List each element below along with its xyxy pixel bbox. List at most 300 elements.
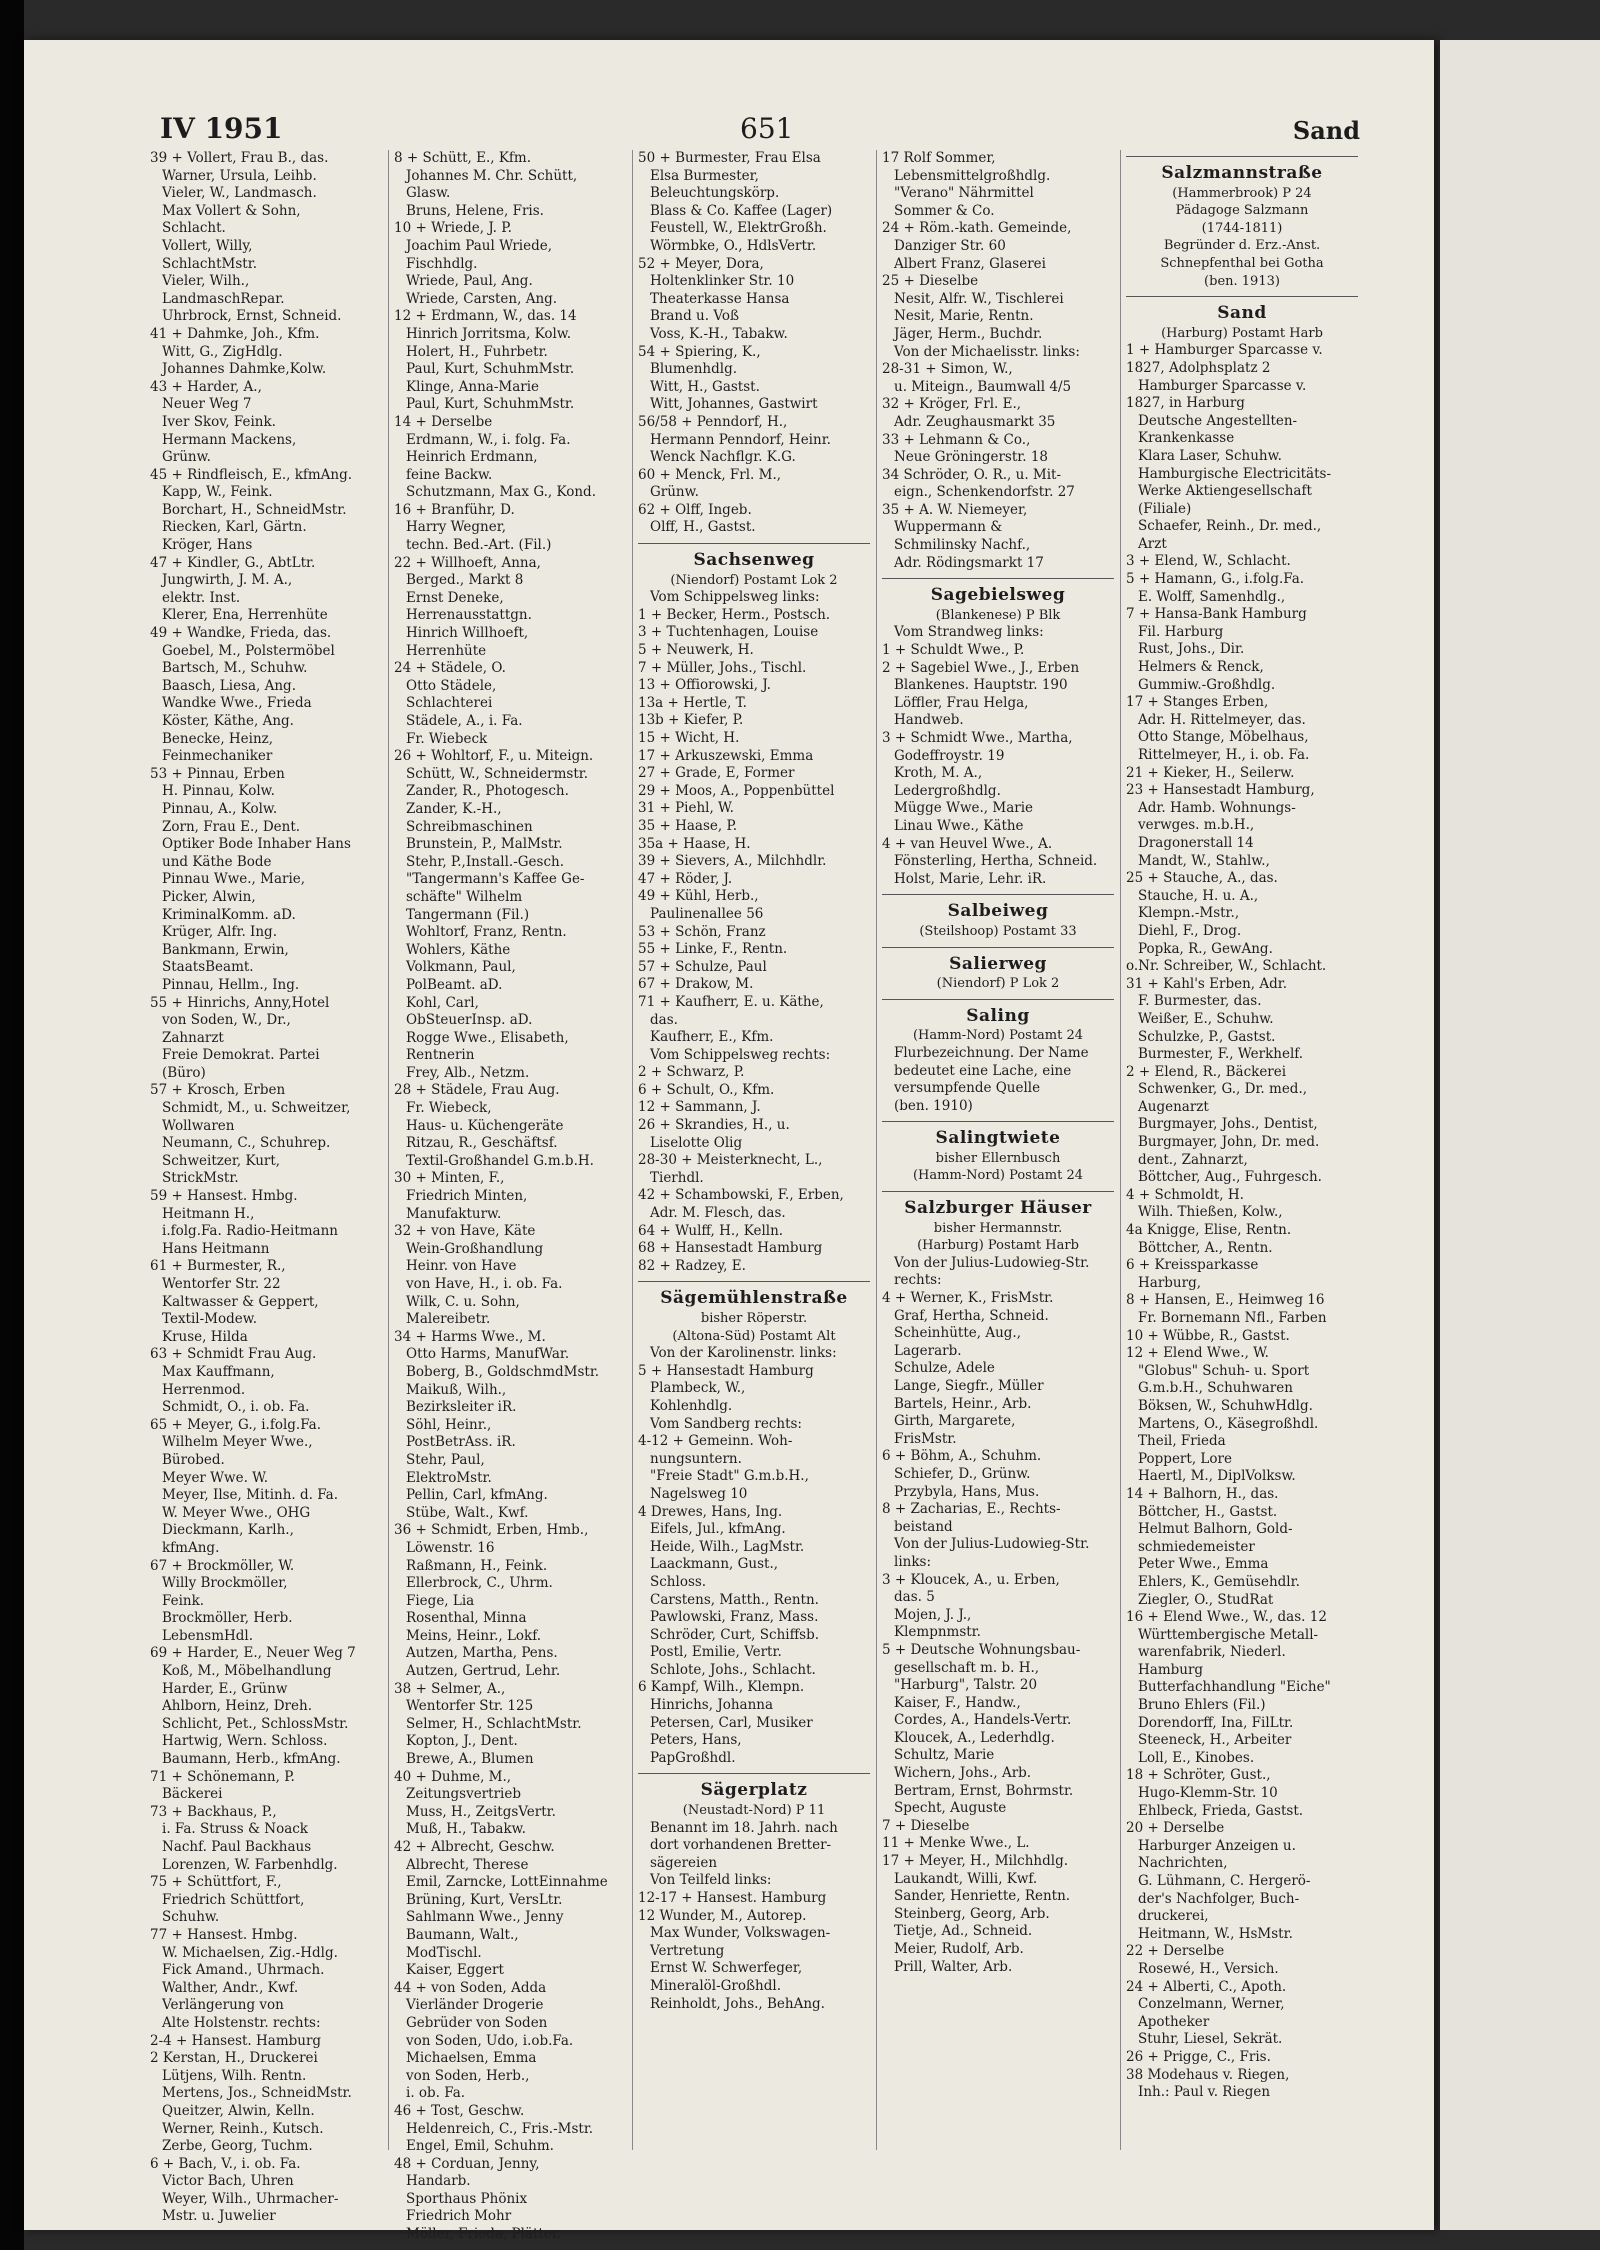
directory-entry: Böttcher, A., Rentn.	[1138, 1239, 1273, 1256]
directory-entry: Muss, H., ZeitgsVertr.	[406, 1803, 556, 1820]
directory-entry: nungsuntern.	[650, 1450, 742, 1467]
directory-entry: Schuhw.	[162, 1909, 220, 1926]
directory-entry: von Soden, W., Dr.,	[162, 1012, 291, 1029]
directory-entry: 53 + Pinnau, Erben	[150, 765, 285, 782]
directory-entry: Girth, Margarete,	[894, 1413, 1016, 1430]
directory-entry: 36 + Schmidt, Erben, Hmb.,	[394, 1522, 589, 1539]
directory-entry: Fischhdlg.	[406, 255, 478, 272]
directory-entry: Schloss.	[650, 1573, 707, 1590]
directory-entry: Holert, H., Fuhrbetr.	[406, 343, 548, 360]
directory-entry: versumpfende Quelle	[894, 1080, 1041, 1097]
directory-entry: Bartels, Heinr., Arb.	[894, 1395, 1032, 1412]
directory-entry: 55 + Linke, F., Rentn.	[638, 941, 788, 958]
directory-entry: Otto Harms, ManufWar.	[406, 1346, 570, 1363]
directory-entry: Fr. Wiebeck	[406, 730, 488, 747]
section-rule	[638, 1773, 870, 1774]
directory-entry: Wentorfer Str. 22	[162, 1276, 281, 1292]
directory-entry: Schlote, Johs., Schlacht.	[650, 1661, 816, 1678]
directory-entry: Iver Skov, Feink.	[162, 413, 276, 430]
directory-entry: (Filiale)	[1138, 500, 1192, 517]
directory-entry: 6 Kampf, Wilh., Klempn.	[638, 1679, 805, 1696]
street-subheading: (ben. 1913)	[1204, 273, 1280, 289]
directory-entry: Fick Amand., Uhrmach.	[162, 1962, 325, 1979]
directory-entry: 5 + Hamann, G., i.folg.Fa.	[1126, 571, 1305, 588]
directory-entry: 24 + Röm.-kath. Gemeinde,	[882, 220, 1072, 237]
directory-entry: Fr. Bornemann Nfl., Farben	[1138, 1310, 1327, 1326]
directory-entry: 29 + Moos, A., Poppenbüttel	[638, 782, 835, 799]
directory-entry: 4a Knigge, Elise, Rentn.	[1126, 1222, 1292, 1239]
directory-entry: SchlachtMstr.	[162, 255, 257, 272]
directory-entry: F. Burmester, das.	[1138, 993, 1262, 1010]
directory-entry: Blankenes. Hauptstr. 190	[894, 677, 1068, 694]
directory-entry: 32 + von Have, Käte	[394, 1223, 536, 1240]
directory-entry: Feustell, W., ElektrGroßh.	[650, 220, 827, 237]
section-rule	[882, 894, 1114, 895]
directory-entry: Malereibetr.	[406, 1311, 491, 1328]
directory-entry: Schlicht, Pet., SchlossMstr.	[162, 1715, 349, 1732]
directory-entry: 50 + Burmester, Frau Elsa	[638, 150, 821, 166]
directory-entry: Harder, E., Grünw	[162, 1680, 288, 1697]
directory-entry: Michaelsen, Emma	[406, 2050, 537, 2067]
directory-entry: W. Michaelsen, Zig.-Hdlg.	[162, 1944, 338, 1961]
directory-entry: Ritzau, R., Geschäftsf.	[406, 1135, 558, 1152]
directory-entry: Lorenzen, W. Farbenhdlg.	[162, 1856, 338, 1873]
directory-entry: Mügge Wwe., Marie	[894, 800, 1034, 817]
directory-entry: 49 + Wandke, Frieda, das.	[150, 625, 332, 642]
directory-entry: Borchart, H., SchneidMstr.	[162, 501, 347, 518]
section-rule	[638, 543, 870, 544]
directory-entry: Ellerbrock, C., Uhrm.	[406, 1575, 553, 1592]
directory-entry: 12-17 + Hansest. Hamburg	[638, 1890, 827, 1906]
directory-entry: Von der Julius-Ludowieg-Str.	[894, 1254, 1090, 1271]
street-subheading: (Harburg) Postamt Harb	[1161, 325, 1323, 341]
street-subheading: (Hamm-Nord) Postamt 24	[912, 1168, 1084, 1184]
directory-entry: Gebrüder von Soden	[406, 2014, 548, 2031]
directory-entry: Klempnmstr.	[894, 1624, 981, 1641]
directory-entry: Neue Gröningerstr. 18	[894, 449, 1049, 466]
directory-entry: Pinnau, A., Kolw.	[162, 800, 278, 817]
directory-entry: 55 + Hinrichs, Anny,Hotel	[150, 994, 330, 1011]
directory-entry: Fr. Wiebeck,	[406, 1100, 492, 1117]
directory-entry: 15 + Wicht, H.	[638, 730, 740, 746]
directory-entry: Pellin, Carl, kfmAng.	[406, 1487, 548, 1504]
directory-entry: 17 Rolf Sommer,	[882, 150, 996, 166]
directory-entry: 3 + Tuchtenhagen, Louise	[638, 624, 819, 641]
street-heading: Salzburger Häuser	[904, 1198, 1092, 1219]
directory-entry: 27 + Grade, E, Former	[638, 765, 795, 782]
directory-entry: Graf, Hertha, Schneid.	[894, 1307, 1049, 1324]
directory-entry: Verlängerung von	[162, 1997, 284, 2014]
directory-entry: Pinnau, Hellm., Ing.	[162, 976, 300, 993]
street-heading: Sand	[1217, 303, 1267, 324]
column-4	[882, 150, 1114, 2150]
street-heading: Saling	[966, 1005, 1030, 1026]
directory-entry: Holst, Marie, Lehr. iR.	[894, 870, 1047, 887]
directory-entry: Wohltorf, Franz, Rentn.	[406, 924, 567, 941]
directory-entry: Wollwaren	[162, 1117, 235, 1134]
directory-entry: 34 + Harms Wwe., M.	[394, 1328, 546, 1345]
directory-entry: Burgmayer, John, Dr. med.	[1138, 1134, 1320, 1151]
directory-entry: Schulze, Adele	[894, 1360, 995, 1377]
directory-entry: Steeneck, H., Arbeiter	[1138, 1732, 1292, 1749]
directory-entry: 39 + Sievers, A., Milchhdlr.	[638, 853, 827, 870]
directory-entry: 5 + Hansestadt Hamburg	[638, 1362, 814, 1379]
directory-entry: 6 + Bach, V., i. ob. Fa.	[150, 2155, 301, 2172]
street-heading: Sägemühlenstraße	[660, 1288, 848, 1309]
directory-entry: 33 + Lehmann & Co.,	[882, 431, 1031, 448]
directory-entry: 28-30 + Meisterknecht, L.,	[638, 1152, 823, 1169]
directory-entry: Butterfachhandlung "Eiche"	[1138, 1679, 1331, 1696]
directory-entry: Schreibmaschinen	[406, 818, 533, 835]
directory-entry: "Tangermann's Kaffee Ge-	[406, 871, 585, 888]
directory-entry: 44 + von Soden, Adda	[394, 1979, 547, 1996]
directory-entry: 67 + Brockmöller, W.	[150, 1557, 295, 1574]
directory-entry: Burgmayer, Johs., Dentist,	[1138, 1116, 1318, 1133]
directory-entry: Schmilinsky Nachf.,	[894, 537, 1031, 554]
directory-entry: 35a + Haase, H.	[638, 835, 751, 852]
directory-entry: 65 + Meyer, G., i.folg.Fa.	[150, 1416, 322, 1433]
directory-entry: Brewe, A., Blumen	[406, 1751, 534, 1768]
directory-entry: Paul, Kurt, SchuhmMstr.	[406, 396, 575, 413]
directory-entry: 16 + Branführ, D.	[394, 501, 515, 518]
directory-entry: Cordes, A., Handels-Vertr.	[894, 1712, 1072, 1729]
directory-entry: Flurbezeichnung. Der Name	[894, 1044, 1089, 1061]
directory-entry: FrisMstr.	[894, 1430, 957, 1447]
directory-entry: Willy Brockmöller,	[162, 1575, 288, 1592]
directory-entry: 16 + Elend Wwe., W., das. 12	[1126, 1609, 1327, 1626]
street-heading: Sachsenweg	[693, 550, 815, 571]
directory-entry: 4 Drewes, Hans, Ing.	[638, 1503, 783, 1520]
directory-entry: schäfte" Wilhelm	[406, 888, 523, 905]
directory-entry: Wriede, Carsten, Ang.	[406, 290, 558, 307]
directory-entry: Wenck Nachflgr. K.G.	[650, 449, 796, 466]
directory-entry: Schröder, Curt, Schiffsb.	[650, 1626, 820, 1643]
directory-entry: gesellschaft m. b. H.,	[894, 1659, 1040, 1676]
directory-entry: StaatsBeamt.	[162, 959, 254, 976]
directory-entry: (ben. 1910)	[894, 1097, 973, 1114]
directory-entry: Otto Städele,	[406, 677, 497, 694]
directory-entry: Herrenhüte	[406, 642, 487, 659]
directory-entry: Klerer, Ena, Herrenhüte	[162, 607, 328, 624]
directory-entry: 8 + Hansen, E., Heimweg 16	[1126, 1292, 1325, 1309]
directory-entry: Kroth, M. A.,	[894, 765, 983, 782]
directory-entry: Johannes M. Chr. Schütt,	[406, 167, 578, 184]
directory-entry: Przybyla, Hans, Mus.	[894, 1483, 1040, 1500]
directory-entry: Mstr. u. Juwelier	[162, 2208, 276, 2225]
directory-entry: 25 + Dieselbe	[882, 273, 979, 290]
directory-entry: Pawlowski, Franz, Mass.	[650, 1609, 819, 1626]
directory-entry: 4 + Werner, K., FrisMstr.	[882, 1290, 1054, 1307]
directory-entry: Prill, Walter, Arb.	[894, 1958, 1013, 1975]
directory-entry: Rosenthal, Minna	[406, 1610, 527, 1627]
directory-entry: 25 + Stauche, A., das.	[1126, 870, 1278, 887]
directory-entry: 42 + Schambowski, F., Erben,	[638, 1187, 844, 1204]
directory-entry: Nachf. Paul Backhaus	[162, 1839, 312, 1855]
directory-entry: Raßmann, H., Feink.	[406, 1557, 548, 1574]
directory-entry: Danziger Str. 60	[894, 237, 1006, 254]
directory-entry: elektr. Inst.	[162, 589, 241, 606]
directory-entry: ObSteuerInsp. aD.	[406, 1012, 533, 1029]
directory-entry: 53 + Schön, Franz	[638, 923, 766, 940]
directory-entry: Schutzmann, Max G., Kond.	[406, 484, 596, 501]
directory-entry: Autzen, Gertrud, Lehr.	[406, 1663, 561, 1680]
directory-entry: PostBetrAss. iR.	[406, 1434, 516, 1451]
directory-entry: (Büro)	[162, 1064, 206, 1081]
directory-entry: 42 + Albrecht, Geschw.	[394, 1839, 555, 1855]
directory-entry: Hartwig, Wern. Schloss.	[162, 1733, 328, 1750]
directory-entry: ElektroMstr.	[406, 1469, 492, 1486]
directory-entry: Brunstein, P., MalMstr.	[406, 836, 563, 853]
directory-entry: Adr. Zeughausmarkt 35	[894, 413, 1056, 430]
directory-entry: "Harburg", Talstr. 20	[894, 1677, 1038, 1694]
street-subheading: (Hammerbrook) P 24	[1172, 185, 1312, 201]
directory-entry: Ahlborn, Heinz, Dreh.	[162, 1698, 312, 1715]
directory-entry: Schlachterei	[406, 695, 493, 712]
directory-entry: 10 + Wriede, J. P.	[394, 220, 512, 237]
directory-entry: ModTischl.	[406, 1944, 482, 1961]
directory-entry: bedeutet eine Lache, eine	[894, 1062, 1072, 1079]
directory-entry: 14 + Derselbe	[394, 413, 493, 430]
directory-entry: Handweb.	[894, 712, 964, 729]
directory-entry: 57 + Krosch, Erben	[150, 1082, 286, 1099]
directory-entry: Vertretung	[650, 1942, 725, 1959]
street-heading: Salzmannstraße	[1161, 163, 1323, 183]
directory-entry: Heide, Wilh., LagMstr.	[650, 1538, 805, 1555]
directory-entry: 18 + Schröter, Gust.,	[1126, 1767, 1271, 1784]
directory-entry: 3 + Schmidt Wwe., Martha,	[882, 730, 1073, 746]
directory-entry: von Soden, Herb.,	[406, 2067, 530, 2084]
directory-entry: Stuhr, Liesel, Sekrät.	[1138, 2031, 1283, 2048]
directory-entry: Bruno Ehlers (Fil.)	[1138, 1697, 1266, 1714]
directory-entry: Rogge Wwe., Elisabeth,	[406, 1029, 569, 1046]
directory-entry: 35 + Haase, P.	[638, 817, 738, 834]
directory-entry: Weißer, E., Schuhw.	[1138, 1010, 1274, 1027]
page-number: 651	[740, 112, 794, 145]
directory-entry: 21 + Kieker, H., Seilerw.	[1126, 764, 1295, 781]
directory-entry: Helmers & Renck,	[1138, 659, 1264, 676]
directory-entry: Kaltwasser & Geppert,	[162, 1293, 319, 1310]
directory-entry: Grünw.	[650, 484, 699, 501]
directory-entry: rechts:	[894, 1272, 942, 1289]
directory-entry: Optiker Bode Inhaber Hans	[162, 836, 351, 853]
directory-entry: 3 + Kloucek, A., u. Erben,	[882, 1571, 1060, 1588]
directory-entry: E. Wolff, Samenhdlg.,	[1138, 588, 1286, 605]
directory-entry: Rust, Johs., Dir.	[1138, 641, 1245, 658]
directory-entry: 1 + Hamburger Sparcasse v.	[1126, 342, 1323, 359]
directory-entry: H. Pinnau, Kolw.	[162, 783, 275, 800]
directory-entry: Wilhelm Meyer Wwe.,	[162, 1434, 313, 1451]
directory-entry: Von Teilfeld links:	[650, 1872, 772, 1889]
directory-entry: Laackmann, Gust.,	[650, 1556, 779, 1573]
directory-entry: Gummiw.-Großhdlg.	[1138, 676, 1276, 693]
directory-entry: Kaufherr, E., Kfm.	[650, 1029, 774, 1046]
directory-entry: Ehlbeck, Frieda, Gastst.	[1138, 1802, 1304, 1819]
directory-entry: Friedrich Minten,	[406, 1188, 528, 1205]
directory-entry: Mertens, Jos., SchneidMstr.	[162, 2085, 352, 2102]
directory-entry: Paul, Kurt, SchuhmMstr.	[406, 361, 575, 378]
directory-entry: 62 + Olff, Ingeb.	[638, 501, 752, 518]
directory-entry: Mineralöl-Großhdl.	[650, 1977, 781, 1994]
directory-entry: Fiege, Lia	[406, 1592, 475, 1609]
directory-entry: 39 + Vollert, Frau B., das.	[150, 150, 329, 166]
directory-entry: Harburg,	[1138, 1274, 1201, 1291]
directory-entry: Ernst W. Schwerfeger,	[650, 1960, 803, 1977]
directory-entry: 54 + Spiering, K.,	[638, 343, 761, 360]
column-5	[1126, 150, 1358, 2150]
directory-entry: Mandt, W., Stahlw.,	[1138, 852, 1270, 869]
directory-entry: Kröger, Hans	[162, 537, 253, 554]
directory-entry: 67 + Drakow, M.	[638, 976, 754, 993]
directory-entry: 2 + Schwarz, P.	[638, 1064, 745, 1081]
directory-entry: Jungwirth, J. M. A.,	[162, 572, 293, 589]
directory-entry: Johannes Dahmke,Kolw.	[162, 361, 327, 378]
directory-entry: 47 + Kindler, G., AbtLtr.	[150, 554, 316, 571]
directory-entry: Zeitungsvertrieb	[406, 1786, 521, 1803]
directory-entry: Picker, Alwin,	[162, 888, 256, 905]
directory-entry: 52 + Meyer, Dora,	[638, 255, 764, 272]
directory-entry: Mojen, J. J.,	[894, 1606, 972, 1623]
directory-entry: Kruse, Hilda	[162, 1328, 248, 1345]
directory-entry: links:	[894, 1553, 931, 1570]
street-subheading: (Niendorf) Postamt Lok 2	[670, 572, 838, 588]
directory-entry: Petersen, Carl, Musiker	[650, 1714, 813, 1731]
directory-entry: Städele, A., i. Fa.	[406, 713, 523, 729]
directory-entry: Ledergroßhdlg.	[894, 782, 1001, 799]
street-heading: Salbeiweg	[947, 901, 1049, 922]
directory-entry: Bürobed.	[162, 1451, 225, 1468]
directory-entry: Max Vollert & Sohn,	[162, 202, 301, 219]
directory-entry: Handarb.	[406, 2173, 471, 2190]
directory-entry: Hinrich Jorritsma, Kolw.	[406, 325, 572, 342]
directory-entry: Meier, Rudolf, Arb.	[894, 1941, 1024, 1957]
directory-entry: 30 + Minten, F.,	[394, 1170, 505, 1187]
directory-entry: Freie Demokrat. Partei	[162, 1047, 320, 1064]
directory-entry: 28-31 + Simon, W.,	[882, 361, 1013, 378]
directory-entry: Diehl, F., Drog.	[1138, 922, 1242, 939]
directory-entry: 47 + Röder, J.	[638, 870, 733, 887]
directory-entry: Lange, Siegfr., Müller	[894, 1378, 1044, 1394]
volume-year: IV 1951	[160, 112, 283, 145]
directory-entry: Postl, Emilie, Vertr.	[650, 1644, 782, 1661]
directory-entry: 22 + Willhoeft, Anna,	[394, 554, 541, 571]
directory-entry: techn. Bed.-Art. (Fil.)	[406, 537, 552, 554]
directory-entry: Albrecht, Therese	[406, 1856, 529, 1873]
directory-entry: 59 + Hansest. Hmbg.	[150, 1188, 298, 1205]
directory-entry: Heinrich Erdmann,	[406, 449, 538, 466]
directory-entry: 24 + Städele, O.	[394, 660, 506, 677]
street-subheading: (Niendorf) P Lok 2	[936, 976, 1060, 992]
directory-entry: beistand	[894, 1518, 953, 1535]
directory-entry: Zander, K.-H.,	[406, 800, 502, 817]
directory-entry: 8 + Schütt, E., Kfm.	[394, 150, 532, 166]
directory-entry: 2-4 + Hansest. Hamburg	[150, 2032, 322, 2049]
directory-entry: Schweitzer, Kurt,	[162, 1152, 281, 1169]
directory-entry: verwges. m.b.H.,	[1138, 817, 1255, 834]
directory-entry: Stübe, Walt., Kwf.	[406, 1504, 529, 1521]
directory-entry: 5 + Deutsche Wohnungsbau-	[882, 1641, 1081, 1658]
directory-entry: Popka, R., GewAng.	[1138, 940, 1273, 957]
directory-entry: i. Fa. Struss & Noack	[162, 1821, 308, 1838]
directory-entry: Kloucek, A., Lederhdlg.	[894, 1729, 1055, 1746]
directory-entry: 82 + Radzey, E.	[638, 1257, 746, 1274]
directory-entry: warenfabrik, Niederl.	[1138, 1644, 1286, 1661]
directory-entry: Wohlers, Käthe	[406, 941, 511, 958]
directory-entry: Ernst Deneke,	[406, 589, 504, 606]
street-heading: Salingtwiete	[935, 1128, 1061, 1149]
directory-entry: 23 + Hansestadt Hamburg,	[1126, 782, 1315, 799]
directory-entry: Alte Holstenstr. rechts:	[162, 2014, 321, 2031]
directory-entry: Nagelsweg 10	[650, 1485, 748, 1502]
directory-entry: sägereien	[650, 1854, 718, 1871]
directory-entry: Peter Wwe., Emma	[1138, 1556, 1269, 1573]
directory-entry: Söhl, Heinr.,	[406, 1416, 492, 1433]
directory-entry: 4 + Schmoldt, H.	[1126, 1186, 1244, 1203]
directory-entry: Tietje, Ad., Schneid.	[894, 1923, 1033, 1940]
directory-entry: Stauche, H. u. A.,	[1138, 887, 1259, 904]
directory-entry: Heinr. von Have	[406, 1258, 517, 1275]
directory-entry: 24 + Alberti, C., Apoth.	[1126, 1978, 1287, 1995]
directory-entry: Kohl, Carl,	[406, 994, 479, 1011]
directory-entry: Werner, Reinh., Kutsch.	[162, 2120, 324, 2137]
directory-entry: Wichern, Johs., Arb.	[894, 1765, 1032, 1782]
directory-entry: Selmer, H., SchlachtMstr.	[406, 1715, 582, 1732]
directory-entry: Grünw.	[162, 449, 211, 466]
directory-entry: Zerbe, Georg, Tuchm.	[162, 2138, 313, 2155]
directory-entry: Tangermann (Fil.)	[406, 906, 530, 923]
directory-entry: Schmidt, O., i. ob. Fa.	[162, 1399, 310, 1416]
directory-entry: Baumann, Walt.,	[406, 1926, 519, 1943]
directory-entry: Hamburgische Electricitäts-	[1138, 465, 1332, 482]
directory-entry: Witt, H., Gastst.	[650, 378, 760, 395]
directory-entry: 71 + Kaufherr, E. u. Käthe,	[638, 993, 824, 1010]
directory-entry: G.m.b.H., Schuhwaren	[1138, 1380, 1293, 1397]
street-range: Sand	[1292, 116, 1360, 145]
directory-entry: 13a + Hertle, T.	[638, 694, 747, 711]
directory-entry: Zander, R., Photogesch.	[406, 783, 569, 800]
directory-entry: 2 + Sagebiel Wwe., J., Erben	[882, 659, 1080, 676]
directory-entry: Heitmann H.,	[162, 1205, 255, 1222]
directory-entry: 11 + Menke Wwe., L.	[882, 1835, 1030, 1852]
scan-edge	[0, 0, 24, 2250]
directory-entry: Conzelmann, Werner,	[1138, 1996, 1285, 2013]
directory-entry: Sander, Henriette, Rentn.	[894, 1888, 1071, 1905]
directory-entry: Herrenmod.	[162, 1381, 246, 1398]
directory-entry: Baasch, Liesa, Ang.	[162, 677, 296, 694]
directory-entry: Martens, O., Käsegroßhdl.	[1138, 1415, 1319, 1432]
directory-entry: Carstens, Matth., Rentn.	[650, 1591, 819, 1608]
directory-entry: 7 + Dieselbe	[882, 1817, 970, 1834]
directory-entry: Wörmbke, O., HdlsVertr.	[650, 237, 817, 254]
directory-entry: Schlacht.	[162, 220, 226, 237]
directory-entry: Möller, Frieda, Plätter.	[406, 2226, 562, 2243]
directory-entry: Böttcher, Aug., Fuhrgesch.	[1138, 1169, 1322, 1186]
directory-entry: 1 + Schuldt Wwe., P.	[882, 642, 1025, 659]
street-subheading: (Hamm-Nord) Postamt 24	[912, 1028, 1084, 1044]
directory-entry: Nesit, Marie, Rentn.	[894, 308, 1034, 325]
column-divider	[632, 150, 633, 2150]
directory-entry: schmiedemeister	[1138, 1538, 1255, 1555]
directory-entry: Albert Franz, Glaserei	[894, 255, 1046, 272]
directory-entry: 26 + Prigge, C., Fris.	[1126, 2048, 1271, 2065]
directory-entry: Kopton, J., Dent.	[406, 1733, 518, 1750]
directory-entry: Queitzer, Alwin, Kelln.	[162, 2102, 315, 2119]
column-divider	[388, 150, 389, 2150]
directory-entry: Von der Julius-Ludowieg-Str.	[894, 1536, 1090, 1553]
directory-entry: Elsa Burmester,	[650, 167, 759, 184]
directory-entry: LebensmHdl.	[162, 1627, 254, 1644]
directory-entry: Boberg, B., GoldschmdMstr.	[406, 1363, 600, 1380]
directory-entry: Friedrich Mohr	[406, 2208, 512, 2225]
